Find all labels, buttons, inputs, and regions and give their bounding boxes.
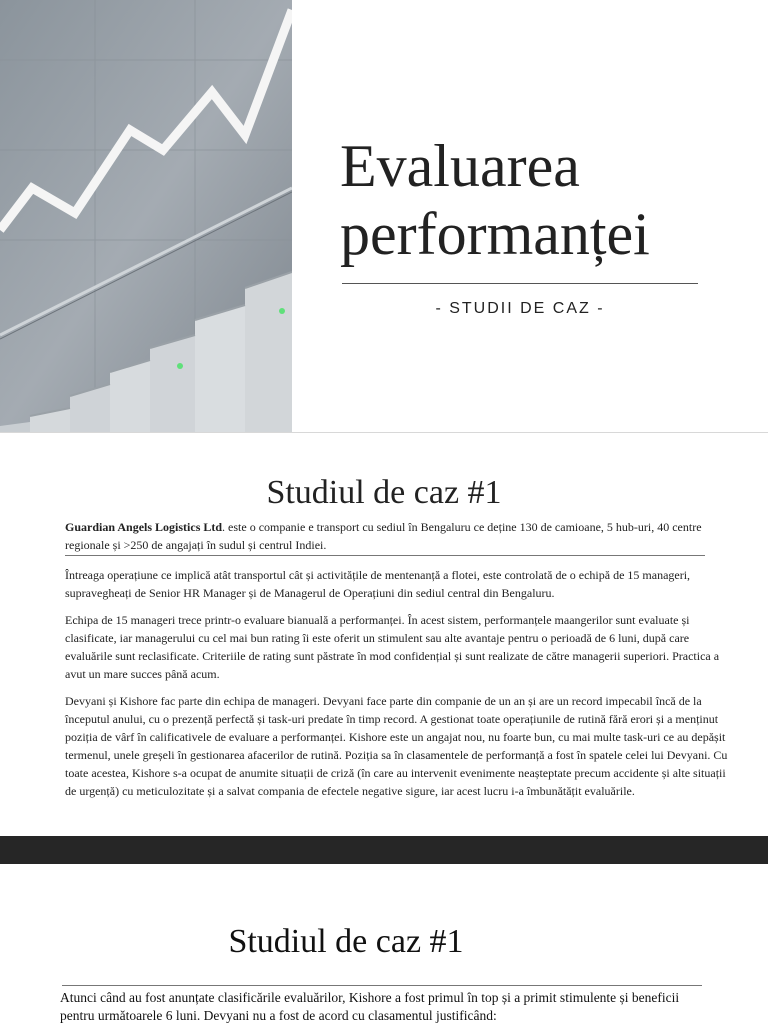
case-study-title: Studiul de caz #1 bbox=[266, 474, 502, 511]
cover-subtitle: - STUDII DE CAZ - bbox=[435, 300, 605, 317]
case-study-continuation-title: Studiul de caz #1 bbox=[228, 923, 464, 960]
cover-title-line2: performanței bbox=[340, 201, 650, 267]
case-paragraph-2: Întreaga operațiune ce implică atât transportul cât și activitățile de mentenanță a flotei, este controlată de o echipă de 15 manageri, supravegheați de Senior HR Manager și de Managerul de Operațiuni din sediul central din Bengaluru. bbox=[65, 568, 691, 600]
cover-slide bbox=[0, 0, 768, 432]
case-study-body bbox=[65, 518, 735, 809]
cover-title bbox=[340, 132, 760, 268]
stairs-with-rising-arrow-image bbox=[0, 0, 292, 432]
case-study-continuation-slide bbox=[0, 864, 768, 1024]
dark-separator-band bbox=[0, 836, 768, 864]
cover-divider bbox=[342, 283, 698, 284]
case-study-slide bbox=[0, 433, 768, 836]
case-paragraph-3: Echipa de 15 manageri trece printr-o evaluare bianuală a performanței. În acest sistem, performanțele maangerilor sunt evaluate și clasificate, iar managerului cu cel mai bun rating îi este oferit un stimulent sau alte avantaje pentru o perioadă de 6 luni, după care evaluările sunt reclasificate. Criteriile de rating sunt păstrate în mod confidențial și sunt realizate de către managerii superiori. Practica a avut un mare succes până acum. bbox=[65, 613, 720, 681]
case-paragraph-1-text: . este o companie e transport cu sediul în Bengaluru ce deține 130 de camioane, 5 hub-uri, 40 centre regionale și >250 de angajați în sudul și centrul Indiei. bbox=[65, 520, 702, 552]
continuation-paragraph: Atunci când au fost anunțate clasificările evaluărilor, Kishore a fost primul în top și a primit stimulente și beneficii pentru următoarele 6 luni. Devyani nu a fost de acord cu clasamentul justificând: bbox=[60, 990, 680, 1023]
case-paragraph-4: Devyani și Kishore fac parte din echipa de manageri. Devyani face parte din companie de un an și are un record impecabil încă de la începutul anului, cu o prezență perfectă și task-uri predate în timp record. A gestionat toate operațiunile de rutină fără erori și a menținut poziția de vârf în calificativele de evaluare a performanței. Kishore este un angajat nou, nu foarte bun, cu mai multe task-uri ce au depășit termenul, unele greșeli în gestionarea afacerilor de rutină. Poziția sa în clasamentele de performanță a fost în spatele celei lui Devyani. Cu toate acestea, Kishore s-a ocupat de anumite situații de criză (în care au intervenit evenimente neașteptate precum accidente și alte situații de urgență) cu meticulozitate și a salvat compania de efectele negative sigure, iar acest lucru i-a îmbunătățit evaluările. bbox=[65, 694, 728, 798]
case-paragraph-1 bbox=[65, 518, 705, 556]
company-name: Guardian Angels Logistics Ltd bbox=[65, 520, 223, 534]
cover-title-line1: Evaluarea bbox=[340, 133, 580, 199]
title-divider bbox=[62, 985, 702, 986]
